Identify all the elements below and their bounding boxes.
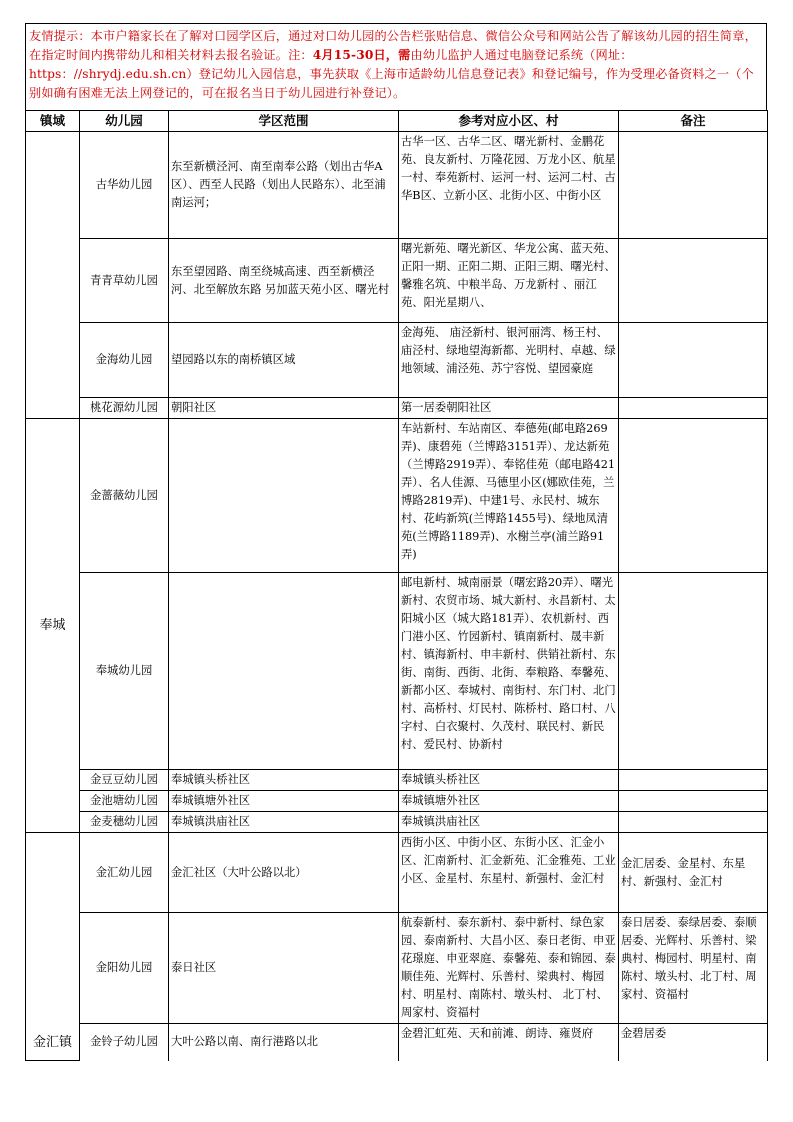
header-areas: 参考对应小区、村 — [399, 111, 619, 132]
table-row — [26, 770, 768, 791]
kindergarten-name: 奉城幼儿园 — [80, 573, 169, 770]
table-row — [26, 132, 768, 239]
kindergarten-name: 金铃子幼儿园 — [80, 1024, 169, 1061]
areas-cell: 邮电新村、城南丽景（曙宏路20弄）、曙光新村、农贸市场、城大新村、永昌新村、太阳城小区（城大路181弄）、农机新村、西门港小区、竹园新村、镇南新村、晟丰新村、镇海新村、申丰新村、供销社新村、东街、南街、西街、北街、奉粮路、奉馨苑、新都小区、奉城村、南街村、东门村、北门村、高桥村、灯民村、陈桥村、路口村、八字村、白衣聚村、久茂村、联民村、新民村、爱民村、协新村 — [399, 573, 619, 770]
kindergarten-name: 金阳幼儿园 — [80, 913, 169, 1024]
note-cell: 金汇居委、金星村、东星村、新强村、金汇村 — [619, 833, 768, 913]
table-row — [26, 791, 768, 812]
scope-cell — [169, 573, 399, 770]
table-row — [26, 323, 768, 398]
areas-cell: 奉城镇洪庙社区 — [399, 812, 619, 833]
areas-cell: 奉城镇头桥社区 — [399, 770, 619, 791]
kindergarten-name: 古华幼儿园 — [80, 132, 169, 239]
notice-dates: 4月15-30日，需 — [312, 48, 411, 62]
kindergarten-name: 桃花源幼儿园 — [80, 398, 169, 419]
note-cell: 泰日居委、泰绿居委、泰顺居委、光辉村、乐善村、梁典村、梅园村、明星村、南陈村、墩头村、北丁村、周家村、资福村 — [619, 913, 768, 1024]
table-row — [26, 239, 768, 323]
kindergarten-name: 金麦穗幼儿园 — [80, 812, 169, 833]
areas-cell: 金海苑、 庙泾新村、银河丽湾、杨王村、庙泾村、绿地望海新都、光明村、卓越、绿地领域、浦泾苑、苏宁容悦、望园豪庭 — [399, 323, 619, 398]
note-cell — [619, 323, 768, 398]
scope-cell: 奉城镇塘外社区 — [169, 791, 399, 812]
table-row — [26, 833, 768, 913]
scope-cell: 朝阳社区 — [169, 398, 399, 419]
table-row — [26, 1024, 768, 1061]
note-cell — [619, 239, 768, 323]
header-town: 镇域 — [26, 111, 80, 132]
areas-cell: 第一居委朝阳社区 — [399, 398, 619, 419]
table-row — [26, 398, 768, 419]
kindergarten-name: 金蔷薇幼儿园 — [80, 419, 169, 573]
table-row — [26, 573, 768, 770]
areas-cell: 车站新村、车站南区、奉德苑(邮电路269弄)、康碧苑（兰博路3151弄）、龙达新苑（兰博路2919弄）、奉铭佳苑（邮电路421弄）、名人佳源、马德里小区(娜欧佳苑，兰博路2819弄)、中建1号、永民村、城东村、花屿新筑(兰博路1455号)、绿地凤清苑(兰博路1189弄)、水榭兰亭(浦兰路91弄) — [399, 419, 619, 573]
header-kindergarten: 幼儿园 — [80, 111, 169, 132]
notice-box — [25, 23, 767, 110]
kindergarten-name: 金池塘幼儿园 — [80, 791, 169, 812]
note-cell — [619, 398, 768, 419]
scope-cell: 大叶公路以南、南行港路以北 — [169, 1024, 399, 1061]
town-cell-blank — [26, 132, 80, 419]
kindergarten-name: 金海幼儿园 — [80, 323, 169, 398]
table-row — [26, 913, 768, 1024]
scope-cell: 东至望园路、南至绕城高速、西至新横泾河、北至解放东路 另加蓝天苑小区、曙光村 — [169, 239, 399, 323]
areas-cell: 金碧汇虹苑、天和前滩、朗诗、雍贤府 — [399, 1024, 619, 1061]
table-row — [26, 419, 768, 573]
table-row — [26, 812, 768, 833]
scope-cell: 东至新横泾河、南至南奉公路（划出古华A区）、西至人民路（划出人民路东）、北至浦南运河； — [169, 132, 399, 239]
areas-cell: 西街小区、中街小区、东街小区、汇金小区、汇南新村、汇金新苑、汇金雅苑、工业小区、金星村、东星村、新强村、金汇村 — [399, 833, 619, 913]
header-note: 备注 — [619, 111, 768, 132]
scope-cell — [169, 419, 399, 573]
areas-cell: 曙光新苑、曙光新区、华龙公寓、蓝天苑、正阳一期、正阳二期、正阳三期、曙光村、馨雅名筑、中粮半岛、万龙新村 、丽江苑、阳光星期八、 — [399, 239, 619, 323]
areas-cell: 奉城镇塘外社区 — [399, 791, 619, 812]
note-cell — [619, 791, 768, 812]
note-cell: 金碧居委 — [619, 1024, 768, 1061]
note-cell — [619, 419, 768, 573]
kindergarten-district-table — [25, 110, 768, 1061]
areas-cell: 古华一区、古华二区、曙光新村、金鹏花苑、良友新村、万隆花园、万龙小区、航星一村、奉苑新村、运河一村、运河二村、古华B区、立新小区、北街小区、中街小区 — [399, 132, 619, 239]
note-cell — [619, 770, 768, 791]
scope-cell: 金汇社区（大叶公路以北） — [169, 833, 399, 913]
scope-cell: 奉城镇头桥社区 — [169, 770, 399, 791]
header-scope: 学区范围 — [169, 111, 399, 132]
kindergarten-name: 青青草幼儿园 — [80, 239, 169, 323]
kindergarten-name: 金豆豆幼儿园 — [80, 770, 169, 791]
note-cell — [619, 573, 768, 770]
areas-cell: 航泰新村、泰东新村、泰中新村、绿色家园、泰南新村、大昌小区、泰日老街、申亚花璟庭、申亚翠庭、泰馨苑、泰和锦园、泰顺佳苑、光辉村、乐善村、梁典村、梅园村、明星村、南陈村、墩头村、 北丁村、周家村、资福村 — [399, 913, 619, 1024]
notice-text: 友情提示：本市户籍家长在了解对口园学区后，通过对口幼儿园的公告栏张贴信息、微信公众号和网站公告了解该幼儿园的招生简章，在指定时间内携带幼儿和相关材料去报名验证。注： — [29, 29, 757, 62]
notice-text-2: 由幼儿监护人通过电脑登记系统（网址：https：//shrydj.edu.sh.cn）登记幼儿入园信息，事先获取《上海市适龄幼儿信息登记表》和登记编号，作为受理必备资料之一（个别如确有困难无法上网登记的，可在报名当日于幼儿园进行补登记）。 — [29, 48, 754, 100]
note-cell — [619, 812, 768, 833]
scope-cell: 望园路以东的南桥镇区域 — [169, 323, 399, 398]
table-header-row — [26, 111, 768, 132]
town-name: 奉城 — [26, 419, 80, 833]
note-cell — [619, 132, 768, 239]
scope-cell: 奉城镇洪庙社区 — [169, 812, 399, 833]
town-name: 金汇镇 — [26, 833, 80, 1061]
scope-cell: 泰日社区 — [169, 913, 399, 1024]
kindergarten-name: 金汇幼儿园 — [80, 833, 169, 913]
